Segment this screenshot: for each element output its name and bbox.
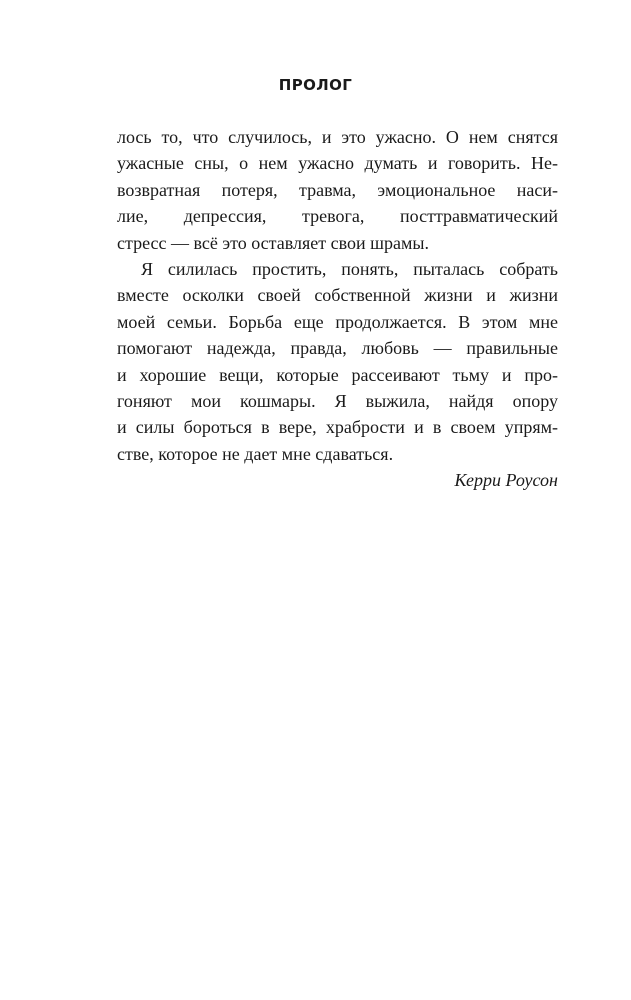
text-line: стве, которое не дает мне сдаваться. xyxy=(117,443,394,464)
text-line: вместе осколки своей собственной жизни и жизни xyxy=(117,285,558,306)
author-signature: Керри Роусон xyxy=(454,470,558,491)
text-line: стресс — всё это оставляет свои шрамы. xyxy=(117,232,429,253)
paragraph-2 xyxy=(117,256,558,467)
text-block xyxy=(117,124,558,493)
text-line: возвратная потеря, травма, эмоциональное наси- xyxy=(117,179,558,200)
text-line: гоняют мои кошмары. Я выжила, найдя опору xyxy=(117,390,558,411)
text-line: помогают надежда, правда, любовь — правильные xyxy=(117,338,558,359)
running-title: ПРОЛОГ xyxy=(278,76,353,94)
text-line: лось то, что случилось, и это ужасно. О нем снятся xyxy=(117,127,558,147)
paragraph-1 xyxy=(117,124,558,256)
text-line: ужасные сны, о нем ужасно думать и говорить. Не- xyxy=(117,153,558,174)
text-line: моей семьи. Борьба еще продолжается. В этом мне xyxy=(117,311,558,332)
text-line: и силы бороться в вере, храбрости и в своем упрям- xyxy=(117,417,558,438)
text-line: и хорошие вещи, которые рассеивают тьму и про- xyxy=(117,364,558,385)
text-line: лие, депрессия, тревога, посттравматический xyxy=(117,206,558,227)
text-line: Я силилась простить, понять, пыталась собрать xyxy=(141,258,558,279)
